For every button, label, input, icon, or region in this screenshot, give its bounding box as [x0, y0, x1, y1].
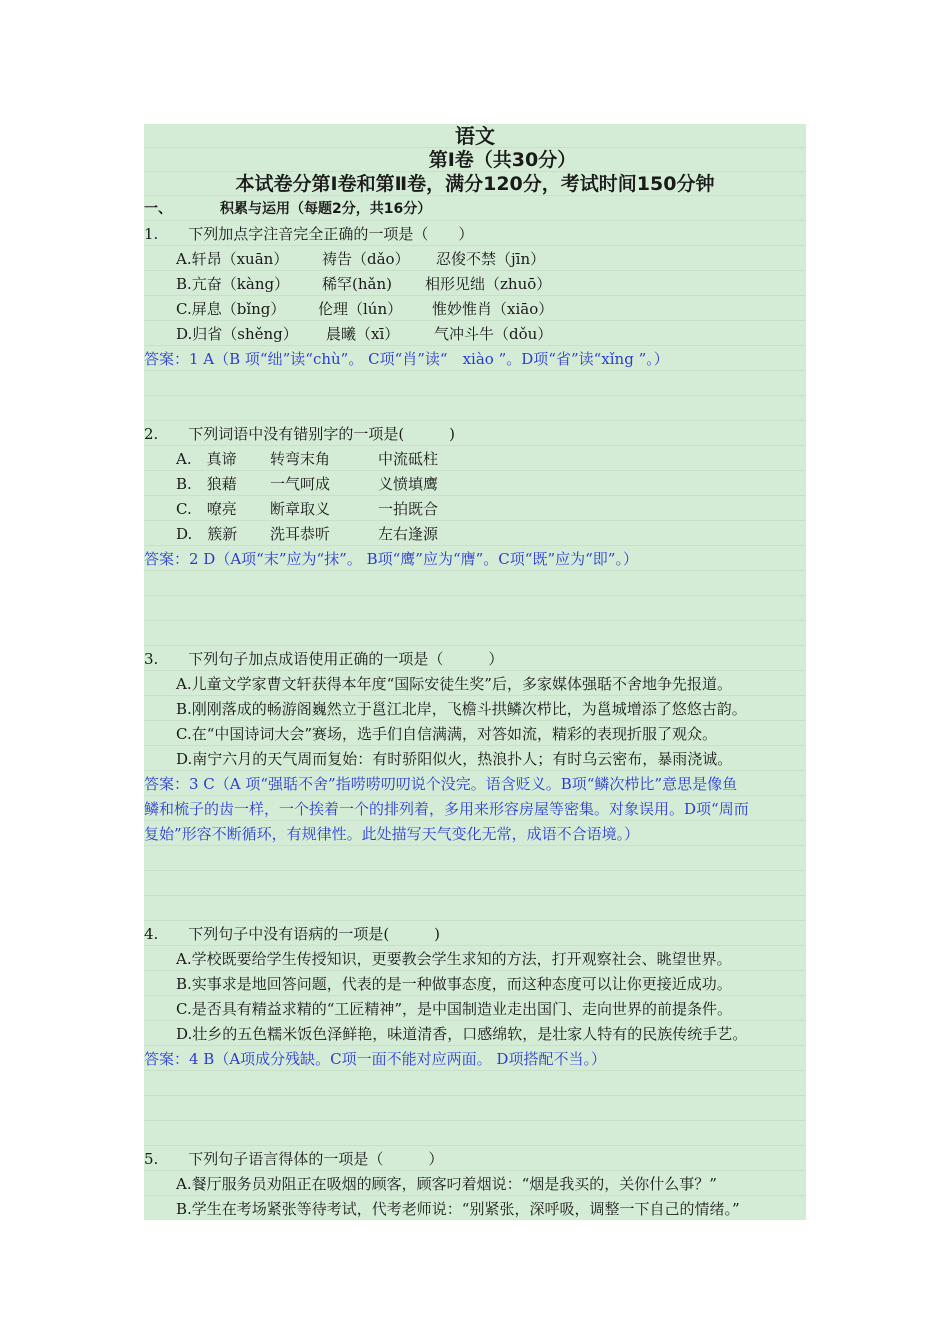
blank-line: [144, 622, 806, 646]
section-heading: [144, 197, 806, 221]
q3-answer-line-2: 鳞和梳子的齿一样，一个挨着一个的排列着，多用来形容房屋等密集。对象误用。D项“周而: [144, 797, 806, 821]
q2-option-d: D. 簇新 洗耳恭听 左右逢源: [144, 522, 806, 546]
doc-title: 语文: [144, 124, 806, 148]
q3-option-d: D.南宁六月的天气周而复始：有时骄阳似火，热浪扑人；有时乌云密布，暴雨浇诚。: [144, 747, 806, 771]
blank-line: [144, 872, 806, 896]
q4-option-b: B.实事求是地回答问题，代表的是一种做事态度，而这种态度可以让你更接近成功。: [144, 972, 806, 996]
volume-title: 第Ⅰ卷（共30分）: [144, 148, 806, 172]
document-sheet: [144, 124, 806, 1220]
q2-option-a: A. 真谛 转弯末角 中流砥柱: [144, 447, 806, 471]
q2-option-b: B. 狼藉 一气呵成 义愤填鹰: [144, 472, 806, 496]
q2-answer: 答案：2 D（A项“末”应为“抹”。 B项“鹰”应为“膺”。C项“既”应为“即”。）: [144, 547, 806, 571]
blank-line: [144, 1072, 806, 1096]
q4-answer: 答案：4 B（A项成分残缺。C项一面不能对应两面。 D项搭配不当。）: [144, 1047, 806, 1071]
q3-option-b: B.刚刚落成的畅游阁巍然立于邕江北岸，飞檐斗拱鳞次栉比，为邕城增添了悠悠古韵。: [144, 697, 806, 721]
q3-option-a: A.儿童文学家曹文轩获得本年度“国际安徒生奖”后，多家媒体强聒不舍地争先报道。: [144, 672, 806, 696]
q4-option-a: A.学校既要给学生传授知识，更要教会学生求知的方法，打开观察社会、眺望世界。: [144, 947, 806, 971]
exam-instructions: 本试卷分第Ⅰ卷和第Ⅱ卷，满分120分，考试时间150分钟: [144, 172, 806, 196]
q4-option-d: D.壮乡的五色糯米饭色泽鲜艳，味道清香，口感绵软，是壮家人特有的民族传统手艺。: [144, 1022, 806, 1046]
q1-option-b: B.亢奋（kàng） 稀罕(hǎn) 相形见绌（zhuō）: [144, 272, 806, 296]
blank-line: [144, 1122, 806, 1146]
q4-option-c: C.是否具有精益求精的“工匠精神”，是中国制造业走出国门、走向世界的前提条件。: [144, 997, 806, 1021]
q5-option-a: A.餐厅服务员劝阻正在吸烟的顾客，顾客叼着烟说：“烟是我买的，关你什么事？”: [144, 1172, 806, 1196]
blank-line: [144, 597, 806, 621]
q1-option-d: D.归省（shěng） 晨曦（xī） 气冲斗牛（dǒu）: [144, 322, 806, 346]
q2-stem: 2. 下列词语中没有错别字的一项是( ): [144, 422, 806, 446]
q3-answer-line-3: 复始”形容不断循环，有规律性。此处描写天气变化无常，成语不合语境。）: [144, 822, 806, 846]
q1-option-a: A.轩昂（xuān） 祷告（dǎo） 忍俊不禁（jīn）: [144, 247, 806, 271]
blank-line: [144, 572, 806, 596]
blank-line: [144, 1097, 806, 1121]
section-label: 积累与运用（每题2分，共16分）: [220, 201, 432, 217]
q3-answer-line-1: 答案：3 C（A 项“强聒不舍”指唠唠叨叨说个没完。语含贬义。B项“鳞次栉比”意思是像鱼: [144, 772, 806, 796]
blank-line: [144, 847, 806, 871]
q5-stem: 5. 下列句子语言得体的一项是（ ）: [144, 1147, 806, 1171]
blank-line: [144, 397, 806, 421]
q1-answer: 答案：1 A（B 项“绌”读“chù”。 C项“肖”读“ xiào ”。D项“省”读“xǐng ”。）: [144, 347, 806, 371]
section-number: 一、: [144, 201, 172, 217]
blank-line: [144, 897, 806, 921]
q2-option-c: C. 嘹亮 断章取义 一拍既合: [144, 497, 806, 521]
q5-option-b: B.学生在考场紧张等待考试，代考老师说：“别紧张，深呼吸，调整一下自己的情绪。”: [144, 1197, 806, 1220]
blank-line: [144, 372, 806, 396]
q3-stem: 3. 下列句子加点成语使用正确的一项是（ ）: [144, 647, 806, 671]
q1-option-c: C.屏息（bǐng） 伦理（lún） 惟妙惟肖（xiāo）: [144, 297, 806, 321]
q4-stem: 4. 下列句子中没有语病的一项是( ): [144, 922, 806, 946]
q1-stem: 1. 下列加点字注音完全正确的一项是（ ）: [144, 222, 806, 246]
q3-option-c: C.在“中国诗词大会”赛场，选手们自信满满，对答如流，精彩的表现折服了观众。: [144, 722, 806, 746]
